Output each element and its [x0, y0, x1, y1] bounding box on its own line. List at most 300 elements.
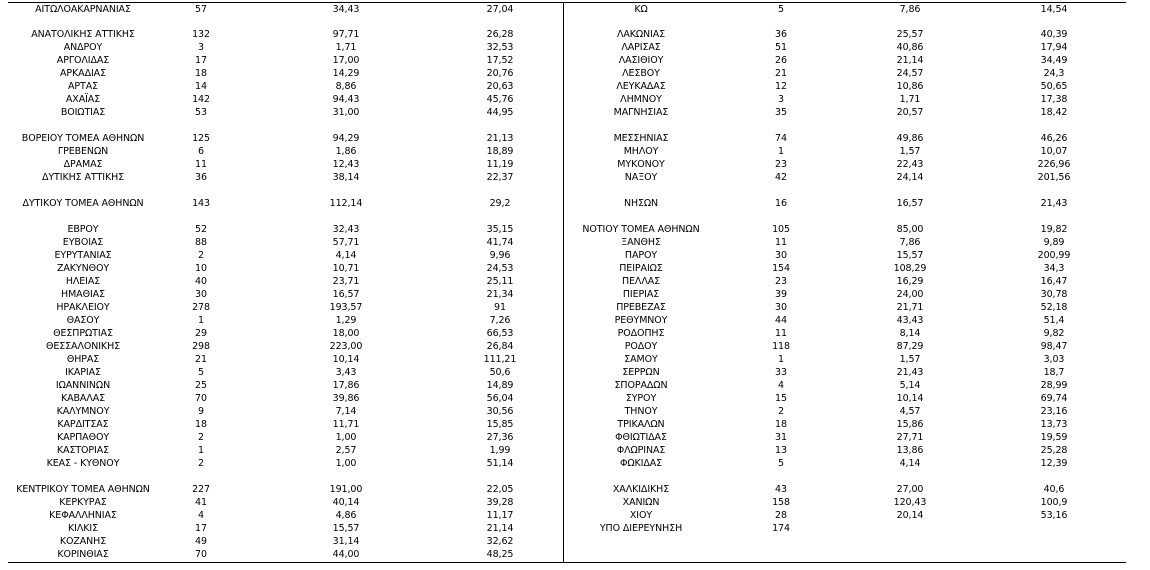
cell-name: ΔΥΤΙΚΗΣ ΑΤΤΙΚΗΣ — [41, 172, 125, 183]
cell-v1: 22,43 — [896, 159, 924, 170]
table-row — [0, 431, 1150, 444]
table-row — [0, 145, 1150, 158]
cell-v1: 31,00 — [332, 107, 360, 118]
cell-v1: 97,71 — [332, 29, 360, 40]
cell-cases: 132 — [192, 29, 210, 40]
cell-cases: 9 — [198, 406, 204, 417]
cell-v2: 15,85 — [486, 419, 514, 430]
cell-name: ΝΟΤΙΟΥ ΤΟΜΕΑ ΑΘΗΝΩΝ — [582, 224, 700, 235]
cell-v1: 10,86 — [896, 81, 924, 92]
cell-v2: 32,53 — [486, 42, 514, 53]
cell-name: ΗΛΕΙΑΣ — [65, 276, 101, 287]
cell-cases: 5 — [778, 4, 784, 15]
cell-v2: 44,95 — [486, 107, 514, 118]
cell-cases: 39 — [775, 289, 787, 300]
cell-cases: 3 — [198, 42, 204, 53]
cell-v1: 27,00 — [896, 484, 924, 495]
cell-name: ΜΥΚΟΝΟΥ — [617, 159, 665, 170]
cell-v2: 30,78 — [1040, 289, 1068, 300]
cell-name: ΣΥΡΟΥ — [625, 393, 657, 404]
cell-v1: 24,14 — [896, 172, 924, 183]
cell-name: ΡΕΘΥΜΝΟΥ — [614, 315, 668, 326]
cell-name: ΑΡΓΟΛΙΔΑΣ — [56, 55, 110, 66]
cell-v1: 11,71 — [332, 419, 360, 430]
cell-v2: 91 — [494, 302, 506, 313]
cell-v2: 18,89 — [486, 146, 514, 157]
cell-v1: 191,00 — [329, 484, 363, 495]
cell-cases: 18 — [195, 68, 207, 79]
table-row — [0, 327, 1150, 340]
table-row — [0, 509, 1150, 522]
cell-v1: 21,71 — [896, 302, 924, 313]
cell-cases: 74 — [775, 133, 787, 144]
cell-name: ΤΡΙΚΑΛΩΝ — [617, 419, 665, 430]
cell-v1: 15,57 — [332, 523, 360, 534]
cell-v2: 7,26 — [489, 315, 511, 326]
cell-cases: 44 — [775, 315, 787, 326]
cell-name: ΚΕΑΣ - ΚΥΘΝΟΥ — [46, 458, 120, 469]
cell-name: ΕΥΒΟΙΑΣ — [62, 237, 104, 248]
cell-name: ΤΗΝΟΥ — [624, 406, 658, 417]
cell-name: ΙΩΑΝΝΙΝΩΝ — [55, 380, 111, 391]
cell-v1: 17,00 — [332, 55, 360, 66]
cell-cases: 33 — [775, 367, 787, 378]
cell-v1: 87,29 — [896, 341, 924, 352]
cell-v2: 20,76 — [486, 68, 514, 79]
cell-v1: 15,57 — [896, 250, 924, 261]
cell-v1: 16,57 — [896, 198, 924, 209]
cell-name: ΠΕΙΡΑΙΩΣ — [619, 263, 663, 274]
table-row — [0, 379, 1150, 392]
table-row — [0, 67, 1150, 80]
table-row — [0, 197, 1150, 210]
cell-v2: 14,89 — [486, 380, 514, 391]
cell-name: ΗΡΑΚΛΕΙΟΥ — [56, 302, 110, 313]
cell-name: ΝΑΞΟΥ — [624, 172, 658, 183]
table-row — [0, 288, 1150, 301]
table-row — [0, 171, 1150, 184]
cell-v2: 66,53 — [486, 328, 514, 339]
cell-v1: 94,43 — [332, 94, 360, 105]
cell-v2: 50,65 — [1040, 81, 1068, 92]
cell-cases: 15 — [775, 393, 787, 404]
table-row — [0, 236, 1150, 249]
table-row — [0, 223, 1150, 236]
cell-v2: 21,13 — [486, 133, 514, 144]
cell-name: ΔΡΑΜΑΣ — [63, 159, 103, 170]
cell-v1: 94,29 — [332, 133, 360, 144]
cell-v2: 9,96 — [489, 250, 511, 261]
cell-cases: 30 — [775, 302, 787, 313]
table-row — [0, 314, 1150, 327]
cell-v1: 34,43 — [332, 4, 360, 15]
table-row — [0, 106, 1150, 119]
cell-name: ΚΕΡΚΥΡΑΣ — [59, 497, 107, 508]
cell-cases: 17 — [195, 55, 207, 66]
cell-v1: 1,29 — [335, 315, 357, 326]
cell-cases: 5 — [198, 367, 204, 378]
cell-name: ΑΡΤΑΣ — [67, 81, 99, 92]
cell-v2: 11,17 — [486, 510, 514, 521]
cell-v2: 21,34 — [486, 289, 514, 300]
cell-name: ΑΡΚΑΔΙΑΣ — [60, 68, 106, 79]
cell-name: ΚΑΡΠΑΘΟΥ — [56, 432, 110, 443]
cell-cases: 2 — [198, 458, 204, 469]
cell-cases: 10 — [195, 263, 207, 274]
cell-v1: 4,14 — [335, 250, 357, 261]
cell-cases: 26 — [775, 55, 787, 66]
cell-v1: 21,43 — [896, 367, 924, 378]
cell-name: ΚΩ — [634, 4, 648, 15]
cell-v2: 111,21 — [483, 354, 517, 365]
table-row — [0, 353, 1150, 366]
cell-cases: 4 — [778, 380, 784, 391]
table-row — [0, 483, 1150, 496]
cell-name: ΠΡΕΒΕΖΑΣ — [616, 302, 666, 313]
cell-cases: 36 — [195, 172, 207, 183]
cell-cases: 227 — [192, 484, 210, 495]
cell-v2: 3,03 — [1043, 354, 1065, 365]
cell-name: ΞΑΝΘΗΣ — [621, 237, 661, 248]
cell-v2: 41,74 — [486, 237, 514, 248]
cell-cases: 3 — [778, 94, 784, 105]
cell-name: ΓΡΕΒΕΝΩΝ — [57, 146, 109, 157]
cell-name: ΠΙΕΡΙΑΣ — [622, 289, 660, 300]
cell-v2: 27,36 — [486, 432, 514, 443]
cell-name: ΑΧΑΪΑΣ — [65, 94, 101, 105]
cell-v2: 9,82 — [1043, 328, 1065, 339]
cell-v2: 21,43 — [1040, 198, 1068, 209]
cell-cases: 17 — [195, 523, 207, 534]
cell-cases: 43 — [775, 484, 787, 495]
table-row — [0, 28, 1150, 41]
cell-name: ΘΕΣΣΑΛΟΝΙΚΗΣ — [45, 341, 121, 352]
cell-v2: 45,76 — [486, 94, 514, 105]
cell-v1: 8,14 — [899, 328, 921, 339]
cell-v2: 12,39 — [1040, 458, 1068, 469]
cell-name: ΘΕΣΠΡΩΤΙΑΣ — [53, 328, 113, 339]
cell-cases: 53 — [195, 107, 207, 118]
cell-v1: 193,57 — [329, 302, 363, 313]
cell-name: ΘΗΡΑΣ — [66, 354, 100, 365]
cell-v2: 24,3 — [1043, 68, 1065, 79]
cell-v2: 98,47 — [1040, 341, 1068, 352]
cell-cases: 18 — [775, 419, 787, 430]
table-row — [0, 444, 1150, 457]
cell-cases: 154 — [772, 263, 790, 274]
cell-name: ΧΑΛΚΙΔΙΚΗΣ — [612, 484, 670, 495]
cell-v1: 21,14 — [896, 55, 924, 66]
cell-cases: 5 — [778, 458, 784, 469]
cell-name: ΒΟΙΩΤΙΑΣ — [60, 107, 106, 118]
cell-v1: 12,43 — [332, 159, 360, 170]
cell-name: ΚΑΒΑΛΑΣ — [60, 393, 106, 404]
cell-cases: 23 — [775, 159, 787, 170]
cell-cases: 49 — [195, 536, 207, 547]
cell-v1: 18,00 — [332, 328, 360, 339]
cell-cases: 70 — [195, 549, 207, 560]
cell-v1: 1,00 — [335, 432, 357, 443]
cell-v1: 40,86 — [896, 42, 924, 53]
cell-cases: 21 — [195, 354, 207, 365]
cell-v1: 20,57 — [896, 107, 924, 118]
cell-cases: 11 — [775, 328, 787, 339]
cell-v2: 52,18 — [1040, 302, 1068, 313]
cell-v2: 14,54 — [1040, 4, 1068, 15]
cell-cases: 18 — [195, 419, 207, 430]
cell-cases: 29 — [195, 328, 207, 339]
cell-v1: 10,14 — [896, 393, 924, 404]
cell-v2: 27,04 — [486, 4, 514, 15]
cell-v1: 40,14 — [332, 497, 360, 508]
cell-v1: 1,86 — [335, 146, 357, 157]
cell-v2: 9,89 — [1043, 237, 1065, 248]
cell-v1: 13,86 — [896, 445, 924, 456]
cell-cases: 52 — [195, 224, 207, 235]
cell-v2: 18,42 — [1040, 107, 1068, 118]
cell-cases: 1 — [198, 445, 204, 456]
cell-cases: 70 — [195, 393, 207, 404]
cell-name: ΚΟΖΑΝΗΣ — [59, 536, 107, 547]
cell-cases: 40 — [195, 276, 207, 287]
cell-name: ΦΘΙΩΤΙΔΑΣ — [615, 432, 667, 443]
cell-v1: 49,86 — [896, 133, 924, 144]
cell-v1: 8,86 — [335, 81, 357, 92]
cell-cases: 6 — [198, 146, 204, 157]
cell-v1: 5,14 — [899, 380, 921, 391]
cell-v2: 200,99 — [1037, 250, 1071, 261]
cell-v1: 4,14 — [899, 458, 921, 469]
cell-name: ΜΕΣΣΗΝΙΑΣ — [613, 133, 669, 144]
cell-v1: 120,43 — [893, 497, 927, 508]
cell-v2: 25,28 — [1040, 445, 1068, 456]
cell-v2: 29,2 — [489, 198, 511, 209]
table-row — [0, 340, 1150, 353]
cell-v2: 50,6 — [489, 367, 511, 378]
cell-cases: 1 — [198, 315, 204, 326]
cell-v1: 7,86 — [899, 237, 921, 248]
cell-name: ΛΗΜΝΟΥ — [620, 94, 662, 105]
cell-v2: 28,99 — [1040, 380, 1068, 391]
cell-cases: 31 — [775, 432, 787, 443]
cell-cases: 51 — [775, 42, 787, 53]
cell-v2: 34,49 — [1040, 55, 1068, 66]
cell-v2: 69,74 — [1040, 393, 1068, 404]
cell-cases: 125 — [192, 133, 210, 144]
cell-cases: 118 — [772, 341, 790, 352]
table-row — [0, 275, 1150, 288]
cell-cases: 25 — [195, 380, 207, 391]
cell-v2: 48,25 — [486, 549, 514, 560]
cell-v2: 51,14 — [486, 458, 514, 469]
cell-v2: 40,39 — [1040, 29, 1068, 40]
cell-cases: 11 — [195, 159, 207, 170]
cell-v2: 23,16 — [1040, 406, 1068, 417]
cell-name: ΝΗΣΩΝ — [623, 198, 659, 209]
cell-v1: 44,00 — [332, 549, 360, 560]
cell-name: ΠΑΡΟΥ — [624, 250, 658, 261]
cell-v1: 1,71 — [335, 42, 357, 53]
cell-v2: 40,6 — [1043, 484, 1065, 495]
table-row — [0, 132, 1150, 145]
cell-v1: 7,14 — [335, 406, 357, 417]
cell-cases: 1 — [778, 146, 784, 157]
cell-name: ΚΕΝΤΡΙΚΟΥ ΤΟΜΕΑ ΑΘΗΝΩΝ — [16, 484, 150, 495]
cell-name: ΘΑΣΟΥ — [66, 315, 100, 326]
cell-v2: 51,4 — [1043, 315, 1065, 326]
cell-name: ΖΑΚΥΝΘΟΥ — [56, 263, 110, 274]
cell-v2: 226,96 — [1037, 159, 1071, 170]
cell-name: ΔΥΤΙΚΟΥ ΤΟΜΕΑ ΑΘΗΝΩΝ — [22, 198, 144, 209]
cell-name: ΑΙΤΩΛΟΑΚΑΡΝΑΝΙΑΣ — [35, 4, 131, 15]
cell-name: ΛΑΣΙΘΙΟΥ — [618, 55, 664, 66]
cell-name: ΧΑΝΙΩΝ — [622, 497, 660, 508]
table-row — [0, 301, 1150, 314]
cell-cases: 41 — [195, 497, 207, 508]
cell-cases: 298 — [192, 341, 210, 352]
cell-name: ΧΙΟΥ — [629, 510, 653, 521]
cell-v2: 20,63 — [486, 81, 514, 92]
bottom-rule — [8, 562, 1126, 563]
cell-v1: 27,71 — [896, 432, 924, 443]
cell-v1: 57,71 — [332, 237, 360, 248]
cell-v2: 25,11 — [486, 276, 514, 287]
cell-cases: 16 — [775, 198, 787, 209]
cell-v1: 15,86 — [896, 419, 924, 430]
cell-cases: 12 — [775, 81, 787, 92]
cell-v2: 26,84 — [486, 341, 514, 352]
cell-cases: 11 — [775, 237, 787, 248]
table-row — [0, 3, 1150, 16]
cell-cases: 36 — [775, 29, 787, 40]
cell-name: ΦΩΚΙΔΑΣ — [619, 458, 663, 469]
cell-v2: 35,15 — [486, 224, 514, 235]
cell-v1: 14,29 — [332, 68, 360, 79]
cell-cases: 278 — [192, 302, 210, 313]
cell-name: ΒΟΡΕΙΟΥ ΤΟΜΕΑ ΑΘΗΝΩΝ — [21, 133, 145, 144]
cell-v2: 17,94 — [1040, 42, 1068, 53]
cell-v1: 4,57 — [899, 406, 921, 417]
cell-v2: 19,59 — [1040, 432, 1068, 443]
cell-v1: 3,43 — [335, 367, 357, 378]
cell-name: ΚΑΛΥΜΝΟΥ — [56, 406, 110, 417]
cell-v1: 16,29 — [896, 276, 924, 287]
cell-v2: 1,99 — [489, 445, 511, 456]
cell-v1: 16,57 — [332, 289, 360, 300]
cell-v2: 16,47 — [1040, 276, 1068, 287]
cell-name: ΛΕΥΚΑΔΑΣ — [616, 81, 666, 92]
cell-name: ΗΜΑΘΙΑΣ — [61, 289, 105, 300]
table-row — [0, 522, 1150, 535]
cell-cases: 143 — [192, 198, 210, 209]
table-row — [0, 54, 1150, 67]
cell-name: ΚΑΡΔΙΤΣΑΣ — [57, 419, 109, 430]
table-row — [0, 392, 1150, 405]
cell-cases: 2 — [198, 250, 204, 261]
cell-v1: 112,14 — [329, 198, 363, 209]
cell-cases: 142 — [192, 94, 210, 105]
cell-v1: 25,57 — [896, 29, 924, 40]
cell-cases: 4 — [198, 510, 204, 521]
cell-v2: 17,52 — [486, 55, 514, 66]
cell-cases: 2 — [198, 432, 204, 443]
table-row — [0, 457, 1150, 470]
table-row — [0, 418, 1150, 431]
cell-name: ΜΗΛΟΥ — [623, 146, 659, 157]
cell-v2: 100,9 — [1040, 497, 1068, 508]
cell-name: ΕΥΡΥΤΑΝΙΑΣ — [54, 250, 112, 261]
cell-name: ΡΟΔΟΠΗΣ — [617, 328, 665, 339]
cell-v1: 2,57 — [335, 445, 357, 456]
cell-cases: 42 — [775, 172, 787, 183]
cell-cases: 1 — [778, 354, 784, 365]
cell-cases: 57 — [195, 4, 207, 15]
cell-v1: 32,43 — [332, 224, 360, 235]
table-row — [0, 158, 1150, 171]
cell-v1: 10,71 — [332, 263, 360, 274]
cell-name: ΥΠΟ ΔΙΕΡΕΥΝΗΣΗ — [599, 523, 683, 534]
cell-name: ΣΑΜΟΥ — [624, 354, 658, 365]
cell-cases: 21 — [775, 68, 787, 79]
cell-v1: 4,86 — [335, 510, 357, 521]
table-row — [0, 405, 1150, 418]
cell-cases: 35 — [775, 107, 787, 118]
cell-v1: 1,71 — [899, 94, 921, 105]
cell-v2: 17,38 — [1040, 94, 1068, 105]
cell-cases: 14 — [195, 81, 207, 92]
cell-v2: 18,7 — [1043, 367, 1065, 378]
cell-name: ΛΑΚΩΝΙΑΣ — [616, 29, 666, 40]
cell-name: ΛΕΣΒΟΥ — [622, 68, 660, 79]
cell-v2: 201,56 — [1037, 172, 1071, 183]
table-row — [0, 262, 1150, 275]
cell-v1: 1,57 — [899, 146, 921, 157]
cell-name: ΙΚΑΡΙΑΣ — [65, 367, 101, 378]
table-row — [0, 548, 1150, 561]
cell-v1: 1,00 — [335, 458, 357, 469]
cell-name: ΕΒΡΟΥ — [67, 224, 99, 235]
table-row — [0, 249, 1150, 262]
cell-cases: 174 — [772, 523, 790, 534]
cell-cases: 158 — [772, 497, 790, 508]
cell-v2: 26,28 — [486, 29, 514, 40]
cell-v2: 11,19 — [486, 159, 514, 170]
cell-v2: 32,62 — [486, 536, 514, 547]
cell-cases: 30 — [195, 289, 207, 300]
cell-cases: 105 — [772, 224, 790, 235]
cell-v2: 53,16 — [1040, 510, 1068, 521]
cell-v1: 20,14 — [896, 510, 924, 521]
cell-name: ΣΕΡΡΩΝ — [622, 367, 660, 378]
cell-v1: 24,57 — [896, 68, 924, 79]
cell-v1: 223,00 — [329, 341, 363, 352]
cell-cases: 28 — [775, 510, 787, 521]
cell-name: ΚΑΣΤΟΡΙΑΣ — [56, 445, 110, 456]
cell-cases: 30 — [775, 250, 787, 261]
cell-v2: 22,37 — [486, 172, 514, 183]
table-row — [0, 496, 1150, 509]
cell-v1: 43,43 — [896, 315, 924, 326]
cell-name: ΚΕΦΑΛΛΗΝΙΑΣ — [49, 510, 117, 521]
table-row — [0, 535, 1150, 548]
cell-v2: 34,3 — [1043, 263, 1065, 274]
cell-v2: 39,28 — [486, 497, 514, 508]
cell-v2: 30,56 — [486, 406, 514, 417]
cell-v1: 85,00 — [896, 224, 924, 235]
cell-v1: 108,29 — [893, 263, 927, 274]
cell-name: ΡΟΔΟΥ — [624, 341, 658, 352]
cell-v2: 46,26 — [1040, 133, 1068, 144]
